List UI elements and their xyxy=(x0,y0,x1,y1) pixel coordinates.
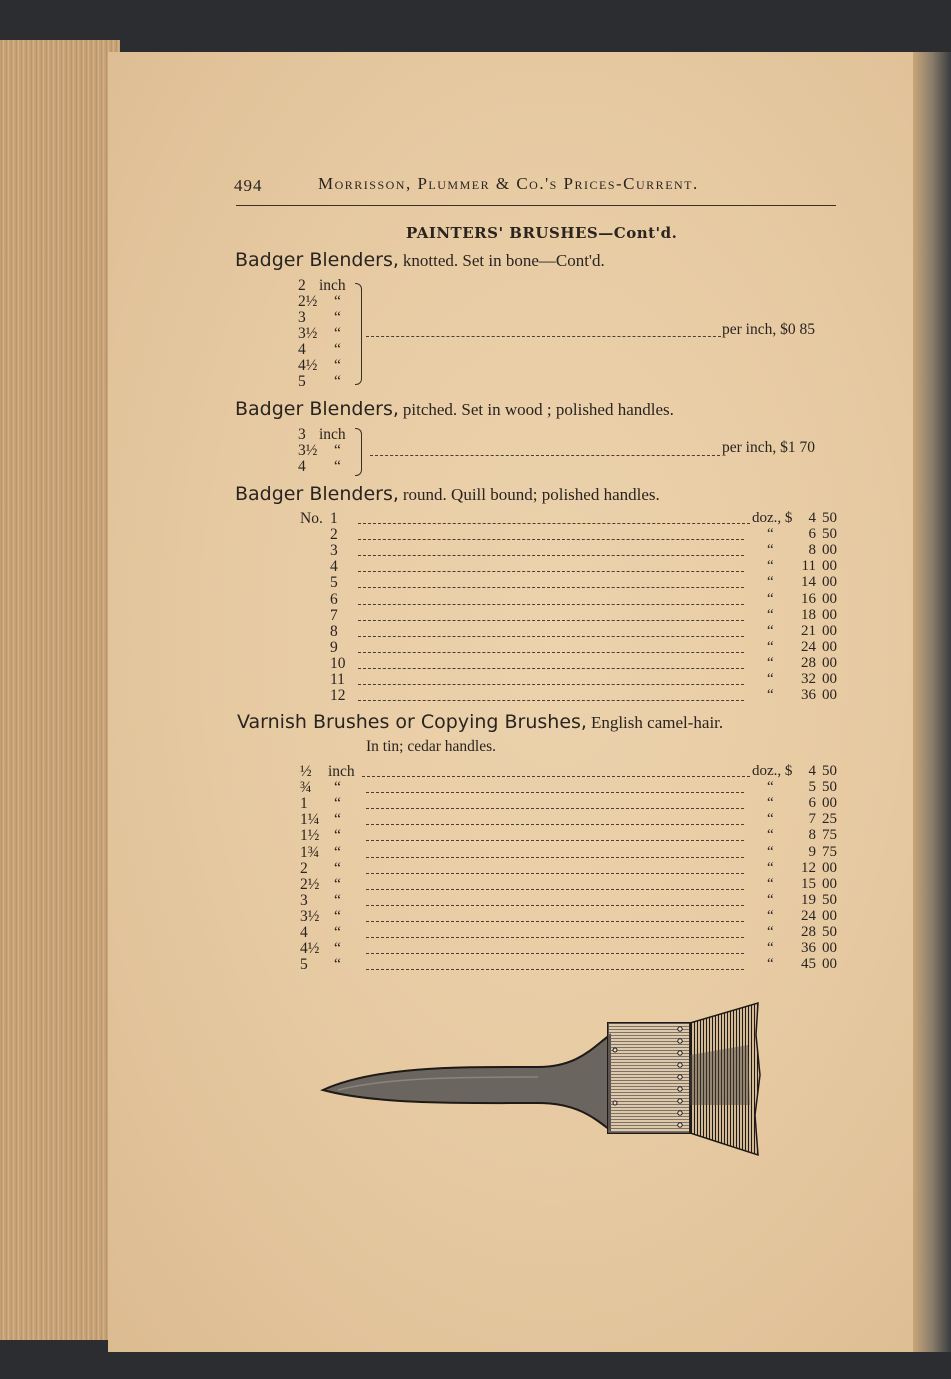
ditto-mark: “ xyxy=(767,795,774,812)
price-cents: 00 xyxy=(822,687,837,704)
price-dollars: 9 xyxy=(808,843,816,860)
leader-line xyxy=(358,636,744,637)
ditto-mark: “ xyxy=(334,924,341,941)
price-dollars: 19 xyxy=(801,891,816,908)
price-dollars: 32 xyxy=(801,671,816,687)
round-heading-bold: Badger Blenders, xyxy=(235,483,399,505)
ditto-mark: “ xyxy=(334,940,341,958)
ditto-mark: “ xyxy=(334,827,341,845)
price-dollars: 8 xyxy=(808,827,816,844)
size-label: 4½ xyxy=(298,357,318,374)
price-cents: 00 xyxy=(822,940,837,957)
ditto-mark: “ xyxy=(767,558,774,575)
price-dollars: 15 xyxy=(801,875,816,892)
row-label: 1¼ xyxy=(300,811,320,829)
book-gutter xyxy=(913,52,951,1352)
pitched-heading xyxy=(235,398,674,420)
section-title: PAINTERS' BRUSHES—Cont'd. xyxy=(406,224,678,242)
row-label: 5 xyxy=(330,574,338,592)
price-dollars: 6 xyxy=(808,795,816,812)
price-cents: 00 xyxy=(822,671,837,687)
price-dollars: 7 xyxy=(808,811,816,828)
price-dollars: 5 xyxy=(808,779,816,796)
leader-line xyxy=(358,587,744,588)
header-rule xyxy=(236,205,836,206)
price-cents: 00 xyxy=(822,638,837,655)
leader-line xyxy=(358,555,744,556)
knotted-leader xyxy=(366,336,721,337)
leader-line xyxy=(366,808,744,809)
pitched-heading-bold: Badger Blenders, xyxy=(235,398,399,420)
leader-line xyxy=(358,571,744,572)
ditto-mark: “ xyxy=(334,795,341,813)
ditto-mark: “ xyxy=(334,325,341,342)
leader-line xyxy=(366,921,744,922)
price-dollars: 12 xyxy=(801,859,816,876)
round-heading-rest: round. Quill bound; polished handles. xyxy=(402,485,660,504)
price-cents: 50 xyxy=(822,526,837,543)
price-dollars: 24 xyxy=(801,907,816,924)
row-label: 1 xyxy=(300,795,308,813)
ditto-mark: “ xyxy=(334,373,341,390)
leader-line xyxy=(358,604,744,605)
size-label: 3½ xyxy=(298,325,318,342)
ditto-mark: “ xyxy=(767,907,774,924)
row-label: 3½ xyxy=(300,907,320,925)
round-no-label: No. xyxy=(300,510,323,527)
price-dollars: 8 xyxy=(808,542,816,559)
ditto-mark: “ xyxy=(767,940,774,957)
running-title: Morrisson, Plummer & Co.'s Prices-Current. xyxy=(318,174,699,193)
row-label: 7 xyxy=(330,606,338,624)
book-page-edges xyxy=(0,40,120,1340)
price-cents: 00 xyxy=(822,574,837,591)
row-label: 3 xyxy=(330,542,338,560)
price-cents: 00 xyxy=(822,558,837,575)
ditto-mark: “ xyxy=(767,590,774,607)
ditto-mark: “ xyxy=(334,956,341,974)
price-cents: 50 xyxy=(822,891,837,908)
price-dollars: 14 xyxy=(801,574,816,591)
price-dollars: 36 xyxy=(801,940,816,957)
price-cents: 75 xyxy=(822,827,837,844)
ditto-mark: “ xyxy=(767,622,774,639)
row-label: 12 xyxy=(330,687,346,705)
unit-label: inch xyxy=(328,763,355,780)
ditto-mark: “ xyxy=(334,907,341,925)
leader-line xyxy=(362,776,750,777)
price-dollars: 16 xyxy=(801,590,816,607)
leader-line xyxy=(366,889,744,890)
leader-line xyxy=(358,652,744,653)
varnish-heading-rest: English camel-hair. xyxy=(590,713,724,732)
leader-line xyxy=(366,857,744,858)
price-cents: 00 xyxy=(822,622,837,639)
leader-line xyxy=(358,620,744,621)
size-label: 3 xyxy=(298,309,306,326)
knotted-heading xyxy=(235,249,605,271)
leader-line xyxy=(358,700,744,701)
row-label: 8 xyxy=(330,622,338,640)
price-dollars: 11 xyxy=(801,558,816,575)
ditto-mark: “ xyxy=(334,811,341,829)
ditto-mark: “ xyxy=(767,687,774,704)
row-label: 4½ xyxy=(300,940,320,958)
size-label: 3½ xyxy=(298,442,318,459)
price-dollars: 28 xyxy=(801,654,816,671)
leader-line xyxy=(358,684,744,685)
row-label: 1 xyxy=(330,510,338,527)
ditto-mark: “ xyxy=(767,859,774,876)
varnish-heading-bold: Varnish Brushes or Copying Brushes, xyxy=(237,711,587,733)
size-label: 2½ xyxy=(298,293,318,310)
price-cents: 50 xyxy=(822,779,837,796)
price-dollars: 36 xyxy=(801,687,816,704)
ditto-mark: “ xyxy=(767,875,774,892)
price-cents: 00 xyxy=(822,542,837,559)
row-label: 4 xyxy=(300,924,308,941)
knotted-heading-rest: knotted. Set in bone—Cont'd. xyxy=(402,251,605,270)
unit-label: inch xyxy=(319,277,346,294)
price-cents: 25 xyxy=(822,811,837,828)
unit-label: inch xyxy=(319,426,346,443)
page-number: 494 xyxy=(234,176,263,195)
leader-line xyxy=(366,824,744,825)
price-cents: 00 xyxy=(822,606,837,623)
price-cents: 50 xyxy=(822,924,837,940)
row-label: ¾ xyxy=(300,779,312,797)
leader-line xyxy=(366,937,744,938)
ditto-mark: “ xyxy=(767,606,774,623)
price-cents: 50 xyxy=(822,510,837,526)
pitched-brace xyxy=(355,428,362,476)
price-cents: 00 xyxy=(822,795,837,812)
row-label: ½ xyxy=(300,763,312,780)
ditto-mark: “ xyxy=(767,654,774,671)
leader-line xyxy=(358,668,744,669)
ditto-mark: “ xyxy=(334,357,341,374)
leader-line xyxy=(366,905,744,906)
price-cents: 00 xyxy=(822,875,837,892)
knotted-brace xyxy=(355,283,362,385)
row-label: 11 xyxy=(330,671,345,688)
pitched-leader xyxy=(370,455,720,456)
row-label: 2½ xyxy=(300,875,320,893)
leader-line xyxy=(366,873,744,874)
ditto-mark: “ xyxy=(767,924,774,940)
row-label: 10 xyxy=(330,654,346,672)
pitched-heading-rest: pitched. Set in wood ; polished handles. xyxy=(402,400,674,419)
row-label: 3 xyxy=(300,891,308,909)
leader-line xyxy=(366,792,744,793)
row-label: 1½ xyxy=(300,827,320,845)
ditto-mark: “ xyxy=(767,843,774,860)
price-dollars: 18 xyxy=(801,606,816,623)
price-dollars: 28 xyxy=(801,924,816,940)
price-dollars: 45 xyxy=(801,956,816,973)
row-label: 5 xyxy=(300,956,308,974)
price-cents: 00 xyxy=(822,654,837,671)
ditto-mark: “ xyxy=(334,875,341,893)
row-label: 6 xyxy=(330,590,338,608)
size-label: 2 xyxy=(298,277,306,294)
price-prefix: doz., $ xyxy=(752,763,793,779)
ditto-mark: “ xyxy=(334,891,341,909)
ditto-mark: “ xyxy=(767,671,774,687)
round-heading xyxy=(235,483,660,505)
price-cents: 00 xyxy=(822,859,837,876)
pitched-price: per inch, $1 70 xyxy=(722,439,815,456)
ditto-mark: “ xyxy=(334,442,341,459)
leader-line xyxy=(366,953,744,954)
price-dollars: 4 xyxy=(808,763,816,779)
ditto-mark: “ xyxy=(767,574,774,591)
row-label: 4 xyxy=(330,558,338,576)
ditto-mark: “ xyxy=(767,891,774,908)
row-label: 1¾ xyxy=(300,843,320,861)
price-cents: 75 xyxy=(822,843,837,860)
size-label: 4 xyxy=(298,341,306,358)
size-label: 4 xyxy=(298,458,306,475)
varnish-subline: In tin; cedar handles. xyxy=(366,738,496,755)
ditto-mark: “ xyxy=(334,458,341,475)
row-label: 2 xyxy=(330,526,338,544)
price-cents: 00 xyxy=(822,907,837,924)
price-dollars: 21 xyxy=(801,622,816,639)
size-label: 3 xyxy=(298,426,306,443)
price-dollars: 6 xyxy=(808,526,816,543)
price-dollars: 4 xyxy=(808,510,816,526)
price-dollars: 24 xyxy=(801,638,816,655)
price-prefix: doz., $ xyxy=(752,510,793,526)
ditto-mark: “ xyxy=(334,779,341,797)
ditto-mark: “ xyxy=(767,542,774,559)
row-label: 2 xyxy=(300,859,308,877)
leader-line xyxy=(366,969,744,970)
ditto-mark: “ xyxy=(767,779,774,796)
row-label: 9 xyxy=(330,638,338,656)
ditto-mark: “ xyxy=(334,309,341,326)
price-cents: 00 xyxy=(822,590,837,607)
ditto-mark: “ xyxy=(767,827,774,844)
price-cents: 50 xyxy=(822,763,837,779)
ditto-mark: “ xyxy=(767,526,774,543)
knotted-price: per inch, $0 85 xyxy=(722,321,815,338)
ditto-mark: “ xyxy=(334,341,341,358)
ditto-mark: “ xyxy=(767,811,774,828)
varnish-heading xyxy=(237,711,723,733)
ditto-mark: “ xyxy=(334,293,341,310)
knotted-heading-bold: Badger Blenders, xyxy=(235,249,399,271)
leader-line xyxy=(366,840,744,841)
paint-brush-icon xyxy=(318,995,768,1165)
leader-line xyxy=(358,539,744,540)
leader-line xyxy=(358,523,750,524)
price-cents: 00 xyxy=(822,956,837,973)
ditto-mark: “ xyxy=(767,638,774,655)
ditto-mark: “ xyxy=(767,956,774,973)
ditto-mark: “ xyxy=(334,859,341,877)
ditto-mark: “ xyxy=(334,843,341,861)
size-label: 5 xyxy=(298,373,306,390)
